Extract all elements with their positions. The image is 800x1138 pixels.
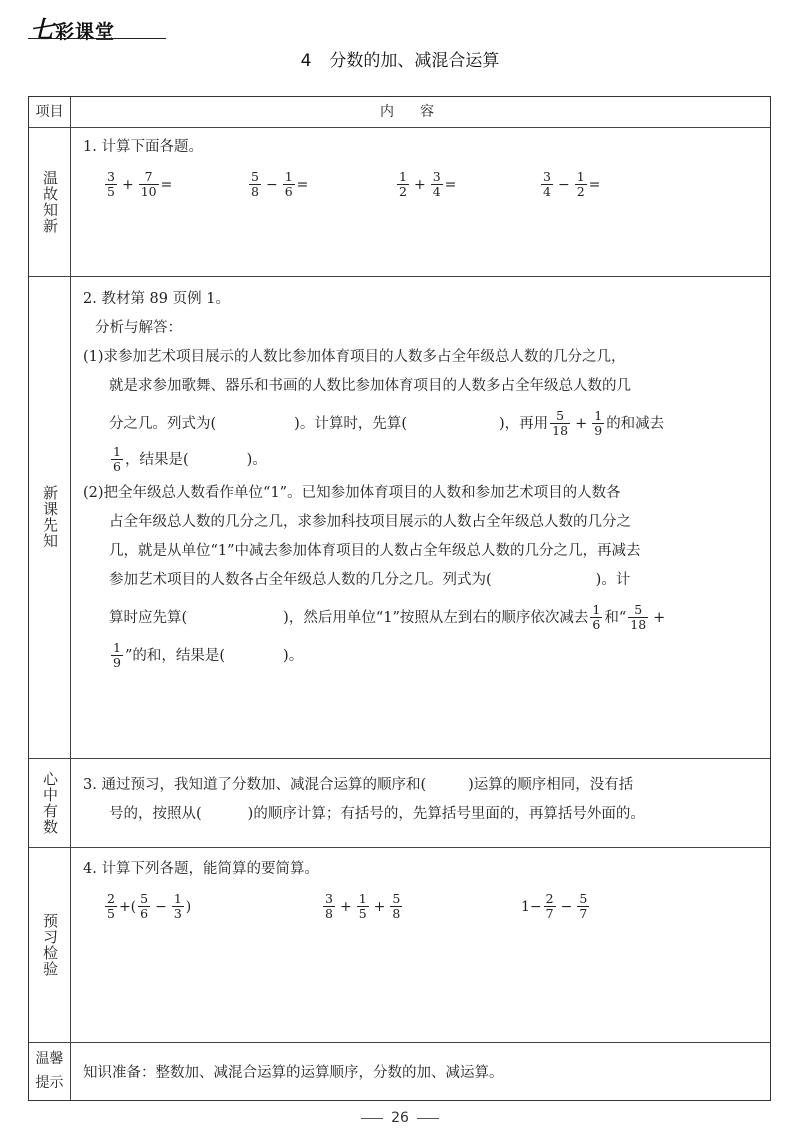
check-expr-3: 1− $\frac{2}{7}$ − $\frac{5}{7}$ [521, 891, 588, 922]
part2-line4: 参加艺术项目的人数各占全年级总人数的几分之几。列式为( )。计 [109, 571, 631, 588]
question-2: 2. 教材第 89 页例 1。 [83, 291, 230, 307]
column-divider [70, 97, 71, 1100]
label-mind: 心中有数 [41, 770, 59, 835]
logo-underline [28, 38, 166, 39]
question-4: 4. 计算下列各题，能简算的要简算。 [83, 861, 319, 877]
row-divider [29, 758, 770, 759]
question-1: 1. 计算下面各题。 [83, 139, 203, 155]
row-divider [29, 847, 770, 848]
check-section [83, 855, 758, 940]
check-expr-1: $\frac{2}{5}$ +( $\frac{5}{6}$ − $\frac{1}{3}$ ) [107, 891, 192, 922]
part2-line5: 算时应先算( )，然后用单位“1”按照从左到右的顺序依次减去 $\frac{1}{6}$ 和“ $\frac{5}{18}$ + [109, 601, 666, 633]
tips-text: 知识准备：整数加、减混合运算的运算顺序，分数的加、减运算。 [83, 1065, 504, 1081]
mind-section [83, 771, 758, 829]
label-tips: 温馨 提示 [35, 1051, 64, 1091]
question-3-line1: 3. 通过预习，我知道了分数加、减混合运算的顺序和( )运算的顺序相同，没有括 [83, 777, 634, 793]
question-3-line2: 号的，按照从( )的顺序计算；有括号的，先算括号里面的，再算括号外面的。 [109, 806, 645, 822]
review-expr-1: $\frac{3}{5}$ + $\frac{7}{10}$ = [107, 169, 173, 200]
part2-line1: (2)把全年级总人数看作单位“1”。已知参加体育项目的人数和参加艺术项目的人数各 [83, 484, 621, 501]
analysis-label: 分析与解答： [95, 320, 182, 336]
page-number: 26 [0, 1110, 800, 1126]
row-divider [29, 127, 770, 128]
part2-line3: 几，就是从单位“1”中减去参加体育项目的人数占全年级总人数的几分之几，再减去 [109, 542, 641, 559]
row-divider [29, 276, 770, 277]
review-expr-3: $\frac{1}{2}$ + $\frac{3}{4}$ = [399, 169, 457, 200]
part2-line6: $\frac{1}{9}$ ”的和，结果是( )。 [113, 639, 304, 670]
part1-line2: 就是求参加歌舞、器乐和书画的人数比参加体育项目的人数多占全年级总人数的几 [109, 378, 631, 394]
new-lesson-section [83, 285, 758, 671]
check-expr-2: $\frac{3}{8}$ + $\frac{1}{5}$ + $\frac{5}{8}$ [325, 891, 401, 922]
part1-line4: $\frac{1}{6}$ ，结果是( )。 [113, 443, 267, 475]
brand-logo: 七彩课堂 [30, 16, 116, 44]
tips-section [83, 1059, 758, 1088]
review-section [83, 133, 758, 218]
label-review: 温故知新 [41, 169, 59, 234]
row-divider [29, 1042, 770, 1043]
review-expr-4: $\frac{3}{4}$ − $\frac{1}{2}$ = [543, 169, 601, 200]
label-check: 预习检验 [41, 912, 59, 977]
label-new-lesson: 新课先知 [41, 485, 59, 549]
header-content: 内容 [380, 104, 460, 120]
worksheet-table [28, 96, 771, 1101]
part2-line2: 占全年级总人数的几分之几，求参加科技项目展示的人数占全年级总人数的几分之 [109, 513, 631, 530]
part1-line3: 分之几。列式为( )。计算时，先算( )，再用 $\frac{5}{18}$ + $\frac{1}{9}$ 的和减去 [109, 408, 665, 439]
header-item: 项目 [35, 104, 64, 120]
review-expr-2: $\frac{5}{8}$ − $\frac{1}{6}$ = [251, 169, 309, 200]
page-title: 4 分数的加、减混合运算 [300, 51, 500, 71]
part1-line1: (1)求参加艺术项目展示的人数比参加体育项目的人数多占全年级总人数的几分之几， [83, 349, 626, 365]
